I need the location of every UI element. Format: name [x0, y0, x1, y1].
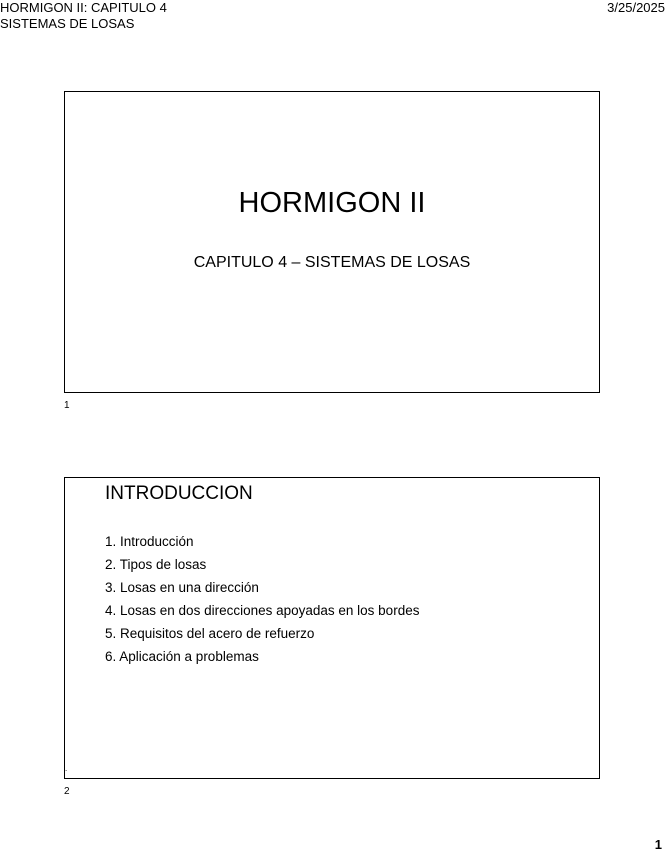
- list-item: 2. Tipos de losas: [105, 557, 207, 572]
- header-date: 3/25/2025: [607, 0, 665, 15]
- document-header: [0, 0, 167, 32]
- slide-2: [64, 477, 600, 779]
- page-number: 1: [654, 837, 662, 852]
- list-item: 3. Losas en una dirección: [105, 580, 259, 595]
- list-item: 6. Aplicación a problemas: [105, 649, 259, 664]
- slide-1-title: HORMIGON II: [238, 187, 426, 219]
- list-item: 1. Introducción: [105, 534, 194, 549]
- slide-2-footnote-mark: .: [65, 764, 68, 773]
- header-title-line1: HORMIGON II: CAPITULO 4: [0, 0, 167, 15]
- header-title-line2: SISTEMAS DE LOSAS: [0, 16, 135, 31]
- slide-2-title: INTRODUCCION: [105, 483, 253, 504]
- slide-2-number: 2: [64, 786, 70, 797]
- slide-1: [64, 91, 600, 393]
- slide-1-subtitle: CAPITULO 4 – SISTEMAS DE LOSAS: [193, 254, 471, 271]
- slide-2-topic-list: [105, 530, 419, 668]
- list-item: 5. Requisitos del acero de refuerzo: [105, 626, 315, 641]
- slide-1-number: 1: [64, 400, 70, 411]
- list-item: 4. Losas en dos direcciones apoyadas en los bordes: [105, 603, 420, 618]
